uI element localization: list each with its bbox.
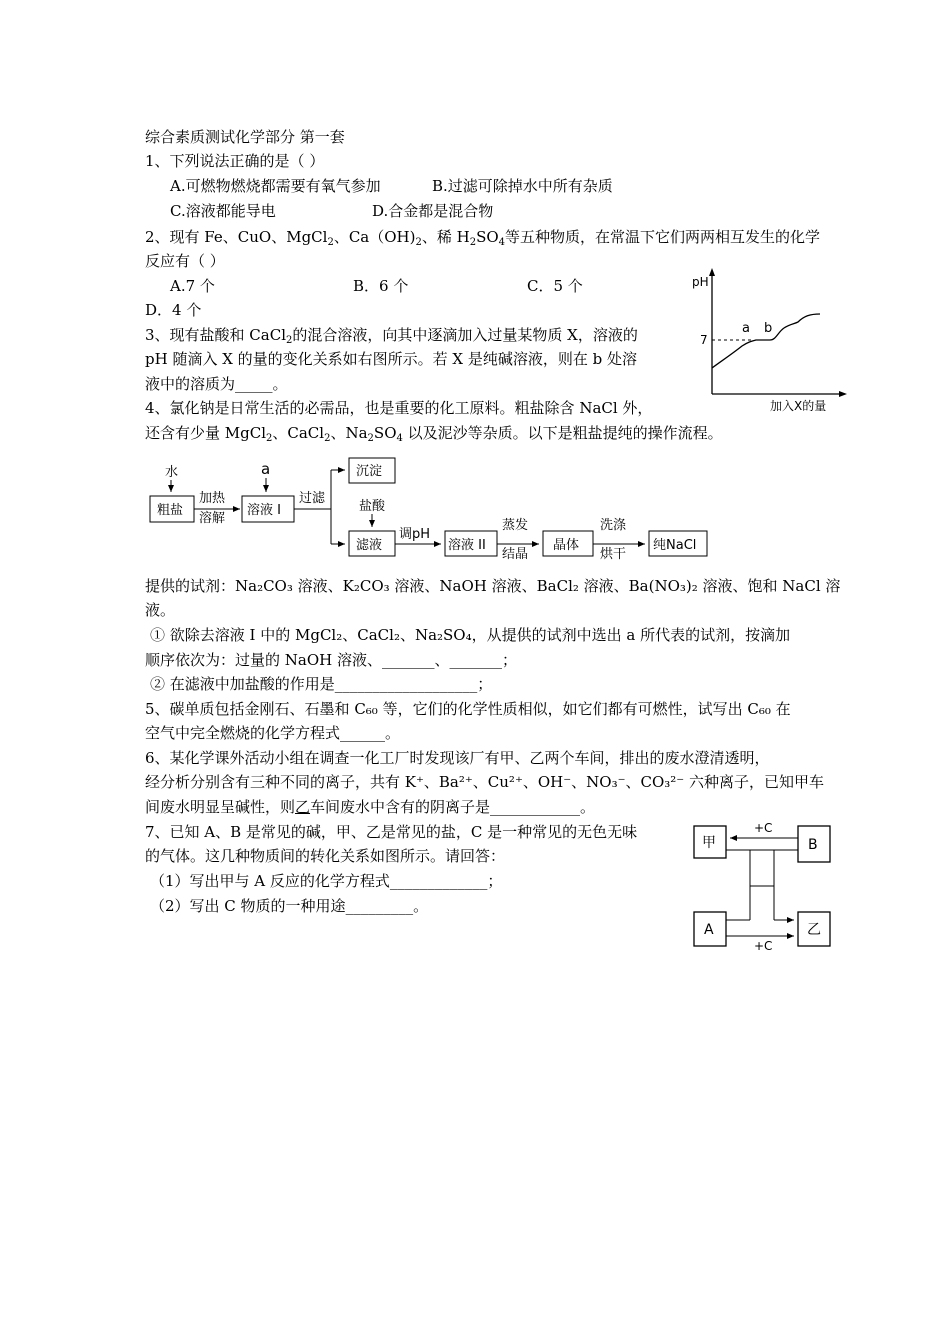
ph-x-label: 加入X的量 xyxy=(770,399,827,413)
q7-line2: 的气体。这几种物质间的转化关系如图所示。请回答： xyxy=(145,847,506,865)
q2-option-d: D．4 个 xyxy=(145,301,202,319)
flow-evaporate: 蒸发 xyxy=(502,518,529,533)
q1-option-c: C.溶液都能导电 xyxy=(170,202,276,220)
q3-line2: pH 随滴入 X 的量的变化关系如右图所示。若 X 是纯碱溶液，则在 b 处溶 xyxy=(145,350,638,368)
q6-line1: 6、某化学课外活动小组在调查一化工厂时发现该厂有甲、乙两个车间，排出的废水澄清透明， xyxy=(145,749,770,767)
q4-reagents-line1: 提供的试剂：Na₂CO₃ 溶液、K₂CO₃ 溶液、NaOH 溶液、BaCl₂ 溶液、Ba(NO₃)₂ 溶液、饱和 NaCl 溶 xyxy=(145,577,841,595)
q4-sub2: ② 在滤液中加盐酸的作用是___________________； xyxy=(150,675,493,693)
ph-point-b: b xyxy=(764,321,773,336)
q3-line3: 液中的溶质为_____。 xyxy=(145,375,288,393)
q7-blank-2[interactable]: _________ xyxy=(345,897,414,915)
flow-crystallize: 结晶 xyxy=(502,547,529,562)
page-title: 综合素质测试化学部分 第一套 xyxy=(145,128,345,146)
relation-diagram xyxy=(690,820,840,953)
node-b: B xyxy=(808,837,818,853)
q4-sub1-line2: 顺序依次为：过量的 NaOH 溶液、_______、_______； xyxy=(145,651,518,669)
flow-pure-nacl: 纯NaCl xyxy=(653,538,697,553)
node-yi: 乙 xyxy=(807,922,821,938)
q4-line2: 还含有少量 MgCl$_2$、CaCl$_2$、$Na_2SO_4$ 以及泥沙等杂质。以下是粗盐提纯的操作流程。 xyxy=(145,424,723,444)
q4-blank-2[interactable]: _______ xyxy=(449,651,502,669)
q4-sub1-line1: ① 欲除去溶液 I 中的 MgCl₂、CaCl₂、Na₂SO₄，从提供的试剂中选出 a 所代表的试剂，按滴加 xyxy=(150,626,791,644)
q4-reagents-line2: 液。 xyxy=(145,601,176,619)
flow-crystal: 晶体 xyxy=(553,538,580,553)
ph-y-label: pH xyxy=(692,275,709,289)
flow-solution1: 溶液 I xyxy=(247,503,281,518)
flow-wash: 洗涤 xyxy=(600,518,627,533)
ph-point-a: a xyxy=(742,321,750,336)
q7-sub1: （1）写出甲与 A 反应的化学方程式_____________； xyxy=(150,872,503,890)
ph-ref-7: 7 xyxy=(700,333,708,347)
flow-dissolve: 溶解 xyxy=(199,511,226,526)
flow-crude-salt: 粗盐 xyxy=(157,503,184,518)
q5-line2: 空气中完全燃烧的化学方程式______。 xyxy=(145,724,401,742)
flow-hcl: 盐酸 xyxy=(359,499,386,514)
flow-filtrate: 滤液 xyxy=(356,538,383,553)
purification-flow-diagram xyxy=(145,458,715,563)
q6-blank[interactable]: ____________ xyxy=(490,798,581,816)
q1-stem: 1、下列说法正确的是（ ） xyxy=(145,152,325,170)
q2-option-c: C．5 个 xyxy=(527,277,583,295)
flow-water: 水 xyxy=(165,465,179,480)
flow-precipitate: 沉淀 xyxy=(356,464,383,479)
q5-line1: 5、碳单质包括金刚石、石墨和 C₆₀ 等，它们的化学性质相似，如它们都有可燃性，试写出 C₆₀ 在 xyxy=(145,700,791,718)
flow-filter: 过滤 xyxy=(299,491,326,506)
q4-blank-3[interactable]: ___________________ xyxy=(334,675,478,693)
flow-dry: 烘干 xyxy=(600,547,627,562)
q1-option-b: B.过滤可除掉水中所有杂质 xyxy=(432,177,613,195)
q6-line3: 间废水明显呈碱性，则乙车间废水中含有的阴离子是____________。 xyxy=(145,798,596,816)
q2-line1: 2、现有 Fe、CuO、MgCl$_2$、$Ca(OH)_2$、稀 $H_2SO_4$等五种物质，在常温下它们两两相互发生的化学 xyxy=(145,228,821,248)
ph-chart xyxy=(690,266,850,416)
flow-heat: 加热 xyxy=(199,491,226,506)
q4-line1: 4、氯化钠是日常生活的必需品，也是重要的化工原料。粗盐除含 NaCl 外， xyxy=(145,399,653,417)
q6-line2: 经分析分别含有三种不同的离子，共有 K⁺、Ba²⁺、Cu²⁺、OH⁻、NO₃⁻、CO₃²⁻ 六种离子，已知甲车 xyxy=(145,773,824,791)
q5-blank[interactable]: ______ xyxy=(340,724,386,742)
q1-option-d: D.合金都是混合物 xyxy=(372,202,494,220)
flow-solution2: 溶液 II xyxy=(448,538,486,553)
q1-option-a: A.可燃物燃烧都需要有氧气参加 xyxy=(170,177,381,195)
label-plus-c-bottom: +C xyxy=(754,939,773,953)
q7-sub2: （2）写出 C 物质的一种用途_________。 xyxy=(150,897,429,915)
node-jia: 甲 xyxy=(702,835,716,851)
ph-x-arrow xyxy=(839,391,847,397)
ph-y-arrow xyxy=(709,268,715,276)
q7-blank-1[interactable]: _____________ xyxy=(389,872,488,890)
q2-option-b: B．6 个 xyxy=(353,277,409,295)
flow-reagent-a: a xyxy=(261,460,271,478)
q2-line2: 反应有（ ） xyxy=(145,252,225,270)
flow-adjust-ph: 调pH xyxy=(399,527,431,542)
node-a: A xyxy=(704,922,714,938)
q4-blank-1[interactable]: _______ xyxy=(381,651,435,669)
q3-line1: 3、现有盐酸和 CaCl$_2$的混合溶液，向其中逐滴加入过量某物质 X，溶液的 xyxy=(145,326,638,346)
label-plus-c-top: +C xyxy=(754,821,773,835)
q2-option-a: A.7 个 xyxy=(170,277,215,295)
q7-line1: 7、已知 A、B 是常见的碱，甲、乙是常见的盐，C 是一种常见的无色无味 xyxy=(145,823,638,841)
